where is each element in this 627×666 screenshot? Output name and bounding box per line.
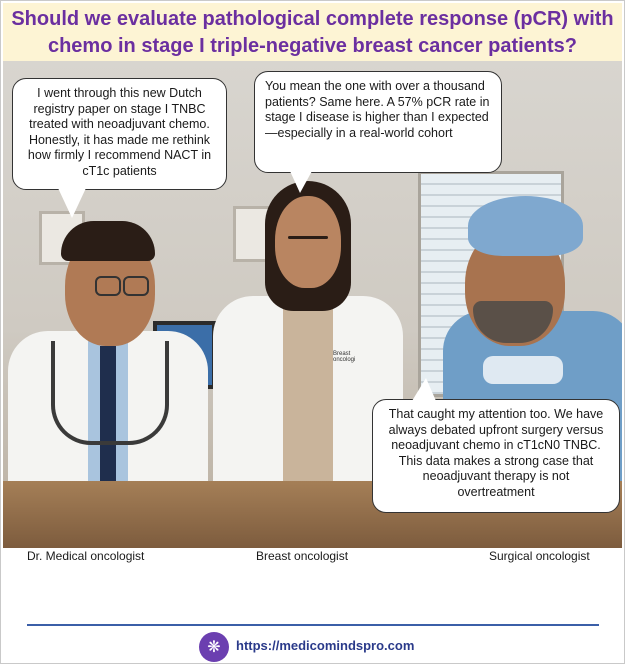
glasses — [123, 276, 149, 296]
speech-bubble-surgical-oncologist — [372, 399, 620, 513]
speech-bubble-breast-oncologist — [254, 71, 502, 173]
page-title: Should we evaluate pathological complete response (pCR) with chemo in stage I triple-negative breast cancer patients? — [11, 8, 614, 57]
speech-bubble-medical-oncologist — [12, 78, 227, 190]
bubble-text: That caught my attention too. We have always debated upfront surgery versus neoadjuvant chemo in cT1cN0 TNBC. This data makes a strong case that neoadjuvant therapy is not overtreatment — [388, 407, 604, 499]
website-link[interactable]: https://medicomindspro.com — [236, 638, 415, 653]
title-banner — [3, 3, 622, 61]
beige-shirt — [283, 301, 333, 481]
head — [275, 196, 341, 288]
caption-medical-oncologist: Dr. Medical oncologist — [27, 549, 145, 563]
name-badge: Breast oncologi — [333, 351, 356, 363]
bubble-tail — [58, 188, 86, 218]
surgical-mask — [483, 356, 563, 384]
caption-breast-oncologist: Breast oncologist — [256, 549, 349, 563]
stethoscope — [51, 341, 169, 445]
surgical-cap — [468, 196, 583, 256]
bubble-text: I went through this new Dutch registry paper on stage I TNBC treated with neoadjuvant chemo. Honestly, it has made me rethink how firmly I recommend NACT in cT1c patients — [27, 86, 212, 178]
caption-surgical-oncologist: Surgical oncologist — [489, 549, 590, 563]
bubble-tail — [290, 171, 312, 193]
footer-divider — [27, 624, 599, 626]
hair — [61, 221, 155, 261]
caption-bar — [3, 548, 622, 566]
eyes — [288, 236, 328, 239]
glasses — [95, 276, 121, 296]
brain-logo-icon: ❋ — [199, 632, 229, 662]
bubble-text: You mean the one with over a thousand patients? Same here. A 57% pCR rate in stage I disease is higher than I expected—especially in a real-world cohort — [265, 79, 490, 140]
bubble-tail — [412, 378, 436, 401]
